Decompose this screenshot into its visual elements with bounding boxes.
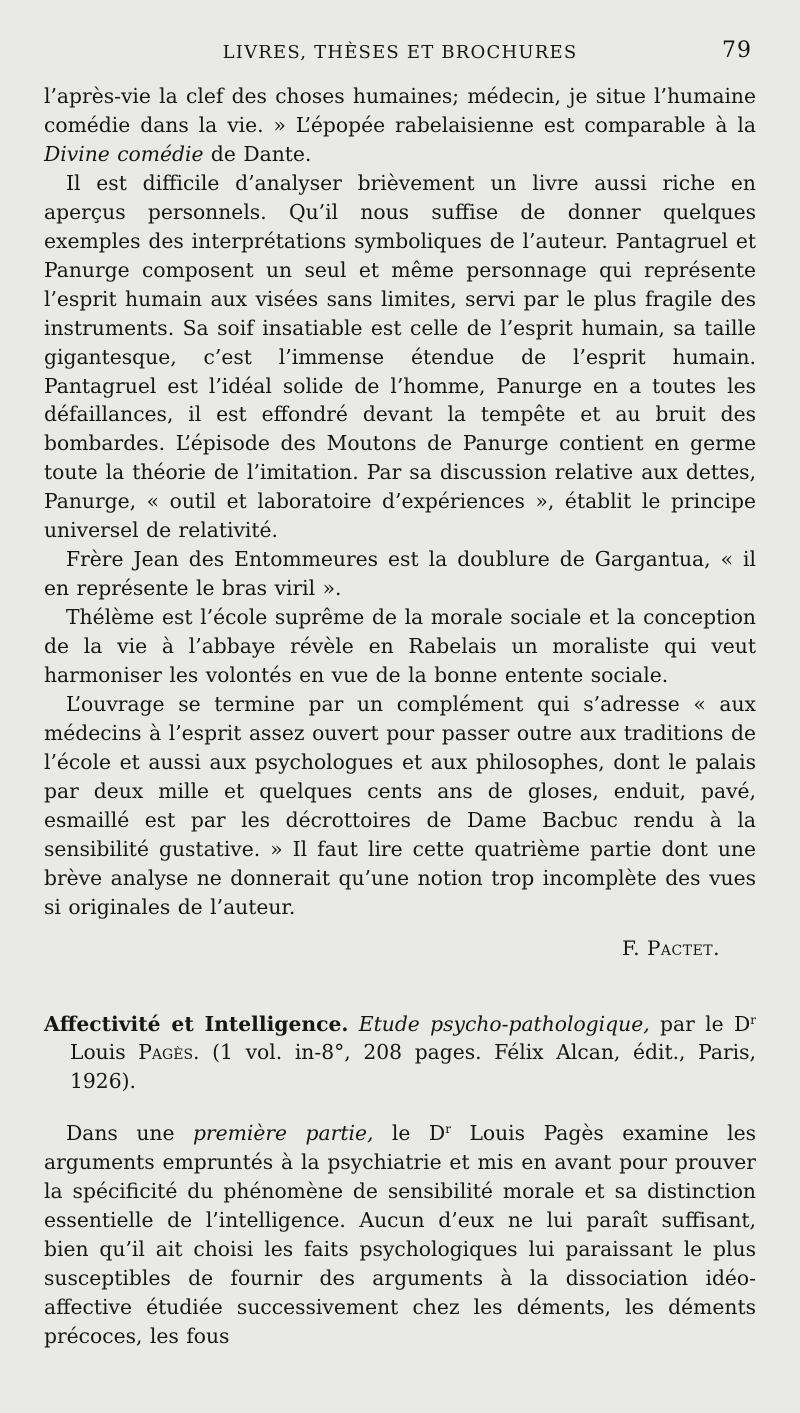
paragraph-text: de Dante. — [203, 141, 312, 166]
paragraph-text: Louis Pagès examine les arguments empruntés à la psychiatrie et mis en avant pour prouver la spécificité du phénomène de sensibilité morale et sa distinction essentielle de l’intelligence. Aucun d’eux ne lui paraît suffisant, bien qu’il ait choisi les faits psychologiques lui paraissant le plus susceptibles de fournir des arguments à la dissociation idéo-affective étudiée successivement chez les déments, les déments précoces, les fous — [44, 1121, 757, 1348]
book-title: Affectivité et Intelligence. — [44, 1011, 349, 1036]
second-review — [44, 1010, 756, 1351]
review-heading — [44, 1010, 756, 1096]
paragraph: Il est difficile d’analyser brièvement un livre aussi riche en aperçus personnels. Qu’il nous suffise de donner quelques exemples des interprétations symboliques de l’auteur. Pantagruel et Panurge composent un seul et même personnage qui représente l’esprit humain aux visées sans limites, servi par le plus fragile des instruments. Sa soif insatiable est celle de l’esprit humain, sa taille gigantesque, c’est l’immense étendue de l’esprit humain. Pantagruel est l’idéal solide de l’homme, Panurge en a toutes les défaillances, il est effondré devant la tempête et au bruit des bombardes. L’épisode des Moutons de Panurge contient en germe toute la théorie de l’imitation. Par sa discussion relative aux dettes, Panurge, « outil et laboratoire d’expériences », établit le principe universel de relativité. — [44, 170, 756, 543]
paragraph: Frère Jean des Entommeures est la doublure de Gargantua, « il en représente le bras viril ». — [44, 547, 756, 601]
book-details: (1 vol. in-8°, 208 pages. Félix Alcan, édit., Paris, 1926). — [70, 1040, 756, 1093]
author-last-name: Pagès. — [138, 1040, 200, 1065]
paragraph — [44, 82, 756, 169]
paragraph-text: Dans une — [66, 1121, 193, 1146]
italic-text: première partie, — [192, 1121, 374, 1146]
author-prefix: par le D — [660, 1011, 751, 1036]
page-number: 79 — [722, 38, 752, 63]
first-review — [44, 82, 756, 960]
paragraph-text: le D — [373, 1121, 446, 1146]
paragraph: L’ouvrage se termine par un complément qui s’adresse « aux médecins à l’esprit assez ouvert pour passer outre aux traditions de l’école et aussi aux psychologues et aux philosophes, dont le palais par deux mille et quelques cents ans de gloses, enduit, pavé, esmaillé est par les décrottoires de Dame Bacbuc rendu à la sensibilité gustative. » Il faut lire cette quatrième partie dont une brève analyse ne donnerait qu’une notion trop incomplète des vues si originales de l’auteur. — [44, 692, 756, 919]
author-first-name: Louis — [70, 1040, 126, 1065]
paragraph-text: l’après-vie la clef des choses humaines; médecin, je situe l’humaine comédie dans la vie. » L’épopée rabelaisienne est comparable à la — [44, 84, 756, 137]
review-signature: F. Pactet. — [621, 935, 720, 960]
paragraph — [44, 1119, 756, 1351]
italic-title: Divine comédie — [44, 141, 204, 166]
superscript: r — [750, 1012, 756, 1027]
running-head — [44, 38, 756, 82]
book-subtitle: Etude psycho-pathologique, — [358, 1011, 650, 1036]
running-title: LIVRES, THÈSES ET BROCHURES — [222, 42, 578, 63]
superscript: r — [445, 1122, 451, 1137]
paragraph: Thélème est l’école suprême de la morale sociale et la conception de la vie à l’abbaye révèle en Rabelais un moraliste qui veut harmoniser les volontés en vue de la bonne entente sociale. — [44, 605, 756, 688]
